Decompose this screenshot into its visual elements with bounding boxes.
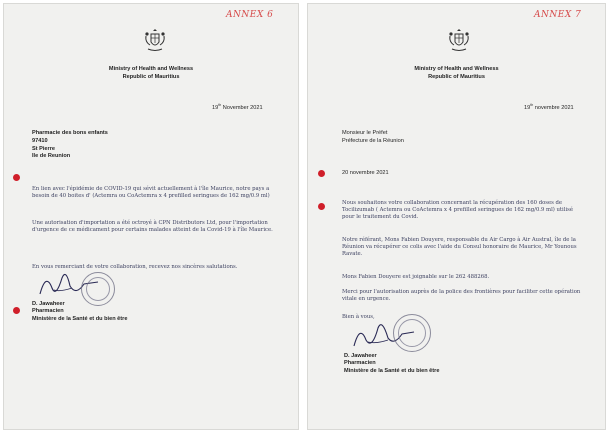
date-day: 19: [524, 104, 531, 111]
coat-of-arms-icon: [446, 28, 472, 54]
annex-label: ANNEX 6: [226, 10, 274, 20]
date-rest: November 2021: [221, 104, 263, 111]
address-line: Pharmacie des bons enfants: [32, 130, 108, 136]
letter-date: [524, 103, 574, 111]
coat-of-arms-icon: [142, 28, 168, 54]
ministry-name: Ministry of Health and Wellness: [108, 66, 194, 72]
red-marker-dot: [13, 174, 20, 181]
letter-page-annex-6: [3, 3, 299, 430]
letter-page-annex-7: [307, 3, 606, 430]
signatory-department: Ministère de la Santé et du bien être: [32, 315, 128, 322]
ministry-name: Ministry of Health and Wellness: [414, 66, 499, 72]
body-paragraph: Nous souhaitons votre collaboration concernant la récupération des 160 doses de Tocilizumab ( Actemra ou CoActemra x 4 prefilled seringues de 162 mg/0.9 ml) utilisé pour le traitement du Covid.: [342, 200, 573, 221]
address-line: Préfecture de la Réunion: [342, 137, 404, 144]
body-paragraph: Une autorisation d'importation a été octroyé à CPN Distributors Ltd, pour l'importation d'urgence de ce médicament pour certains malades atteint de la Covid-19 à l'île Maurice.: [32, 220, 273, 234]
letterhead: [308, 66, 605, 81]
address-line: Monsieur le Préfet: [342, 130, 388, 136]
republic-name: Republic of Mauritius: [122, 73, 180, 80]
address-line: St Pierre: [32, 145, 56, 152]
address-line: Ile de Reunion: [32, 153, 71, 160]
signatory-block: [32, 301, 127, 323]
date-rest: novembre 2021: [533, 104, 574, 111]
red-marker-dot: [318, 203, 325, 210]
recipient-address: [342, 130, 404, 146]
signatory-name: D. Jawaheer: [344, 353, 377, 359]
date-suffix: th: [218, 103, 222, 107]
republic-name: Republic of Mauritius: [428, 73, 485, 80]
closing-paragraph: En vous remerciant de votre collaboration, recevez nos sincères salutations.: [32, 264, 238, 270]
body-paragraph: Merci pour l'autorisation auprès de la police des frontières pour faciliter cette opération vitale en urgence.: [342, 289, 581, 303]
body-paragraph: En lien avec l'épidémie de COVID-19 qui sévit actuellement à l'île Maurice, notre pays a besoin de 40 boites d' (Actemra ou CoActemra x 4 prefilled seringues de 162 mg/0.9 ml): [32, 186, 270, 200]
letter-date: [212, 103, 263, 111]
body-paragraph: Notre référant, Mons Fabien Douyere, responsable du Air Cargo à Air Austral, île de la Réunion va récupérer ce colis avec l'aide du Consul honoraire de Maurice, Mr Younous Ravate.: [342, 237, 577, 258]
date-suffix: th: [530, 103, 534, 107]
body-paragraph: Mons Fabien Douyere est joignable sur le 262 488268.: [342, 274, 490, 280]
letterhead: [4, 66, 298, 81]
signatory-title: Pharmacien: [32, 308, 64, 315]
address-line: 97410: [32, 137, 48, 144]
annex-label: ANNEX 7: [534, 10, 582, 20]
red-marker-dot: [13, 307, 20, 314]
date-day: 19: [212, 104, 219, 111]
red-marker-dot: [318, 170, 325, 177]
recipient-address: [32, 130, 108, 161]
signatory-department: Ministère de la Santé et du bien être: [344, 367, 440, 374]
signatory-title: Pharmacien: [344, 360, 376, 367]
signatory-name: D. Jawaheer: [32, 301, 65, 307]
signatory-block: [344, 353, 439, 375]
ministry-stamp-icon: [393, 314, 431, 352]
second-date: 20 novembre 2021: [342, 170, 389, 176]
closing-paragraph: Bien à vous,: [342, 314, 375, 320]
